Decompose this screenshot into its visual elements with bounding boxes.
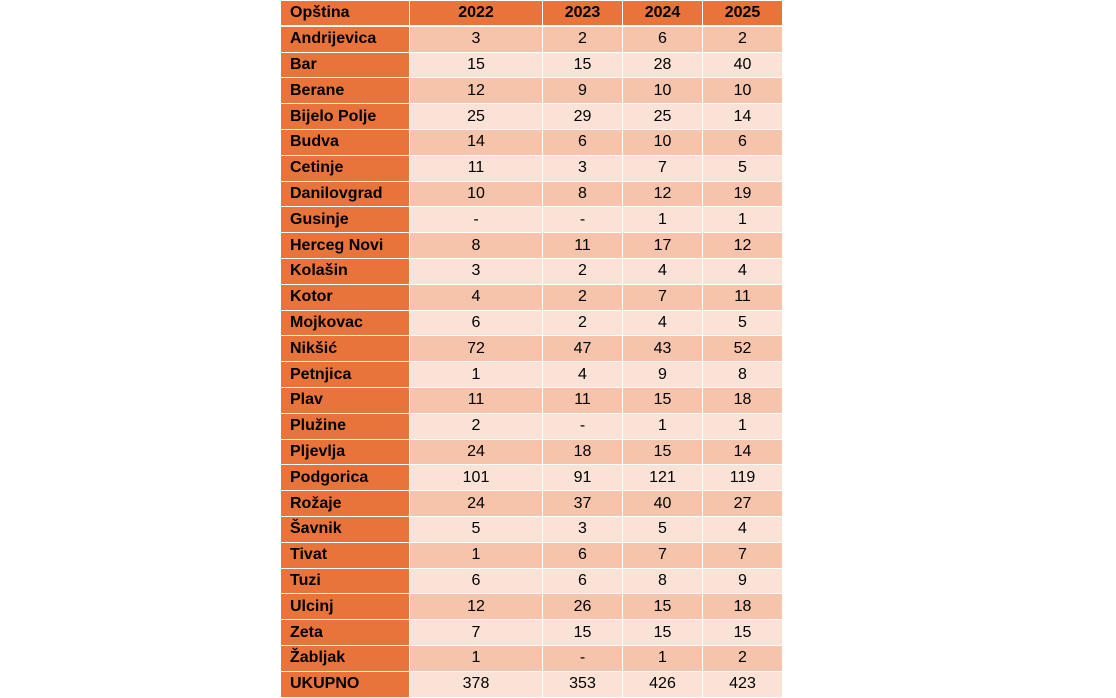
table-row (281, 387, 783, 413)
row-municipality-name: Tuzi (281, 568, 410, 594)
row-value-2023: 47 (543, 336, 623, 362)
row-value-2025: 2 (703, 26, 783, 52)
row-value-2022: 15 (410, 52, 543, 78)
row-value-2023: 11 (543, 387, 623, 413)
row-value-2023: 2 (543, 310, 623, 336)
row-value-2024: 9 (623, 362, 703, 388)
row-value-2025: 4 (703, 258, 783, 284)
row-municipality-name: Nikšić (281, 336, 410, 362)
row-value-2022: 101 (410, 465, 543, 491)
header-row (281, 1, 783, 27)
row-value-2025: 7 (703, 542, 783, 568)
row-value-2024: 7 (623, 542, 703, 568)
row-value-2022: 10 (410, 181, 543, 207)
row-value-2022: 2 (410, 413, 543, 439)
table-row (281, 645, 783, 671)
row-value-2024: 15 (623, 439, 703, 465)
row-municipality-name: Gusinje (281, 207, 410, 233)
row-value-2023: 4 (543, 362, 623, 388)
table-row (281, 465, 783, 491)
row-municipality-name: Podgorica (281, 465, 410, 491)
row-value-2025: 5 (703, 155, 783, 181)
row-value-2024: 40 (623, 491, 703, 517)
row-value-2022: 12 (410, 594, 543, 620)
row-municipality-name: Danilovgrad (281, 181, 410, 207)
row-value-2025: 18 (703, 387, 783, 413)
table-row (281, 104, 783, 130)
row-municipality-name: Rožaje (281, 491, 410, 517)
row-value-2025: 19 (703, 181, 783, 207)
row-value-2024: 1 (623, 413, 703, 439)
row-value-2023: 29 (543, 104, 623, 130)
row-municipality-name: Plužine (281, 413, 410, 439)
row-value-2024: 17 (623, 233, 703, 259)
row-value-2025: 5 (703, 310, 783, 336)
row-value-2024: 6 (623, 26, 703, 52)
table-row (281, 52, 783, 78)
row-value-2025: 9 (703, 568, 783, 594)
row-municipality-name: Berane (281, 78, 410, 104)
table-row (281, 336, 783, 362)
row-value-2025: 40 (703, 52, 783, 78)
row-municipality-name: Herceg Novi (281, 233, 410, 259)
row-municipality-name: Tivat (281, 542, 410, 568)
row-value-2022: 14 (410, 129, 543, 155)
row-value-2022: 5 (410, 516, 543, 542)
row-value-2025: 423 (703, 671, 783, 697)
row-municipality-name: Bar (281, 52, 410, 78)
row-value-2024: 1 (623, 207, 703, 233)
row-value-2022: 3 (410, 26, 543, 52)
row-municipality-name: Plav (281, 387, 410, 413)
row-value-2025: 6 (703, 129, 783, 155)
row-value-2022: 6 (410, 568, 543, 594)
row-value-2023: 6 (543, 568, 623, 594)
row-value-2022: 7 (410, 620, 543, 646)
row-value-2022: 12 (410, 78, 543, 104)
row-value-2023: 3 (543, 516, 623, 542)
row-value-2022: 378 (410, 671, 543, 697)
row-municipality-name: Pljevlja (281, 439, 410, 465)
table-row (281, 620, 783, 646)
table-row (281, 542, 783, 568)
row-value-2022: 25 (410, 104, 543, 130)
row-value-2023: 2 (543, 26, 623, 52)
row-value-2024: 12 (623, 181, 703, 207)
row-value-2024: 426 (623, 671, 703, 697)
row-value-2022: 1 (410, 645, 543, 671)
row-municipality-name: Cetinje (281, 155, 410, 181)
row-value-2023: 2 (543, 258, 623, 284)
table-row (281, 207, 783, 233)
row-value-2024: 43 (623, 336, 703, 362)
row-municipality-name: Zeta (281, 620, 410, 646)
row-value-2023: 8 (543, 181, 623, 207)
table-row (281, 310, 783, 336)
row-value-2024: 10 (623, 78, 703, 104)
row-value-2023: 6 (543, 542, 623, 568)
row-value-2022: 11 (410, 155, 543, 181)
row-value-2025: 15 (703, 620, 783, 646)
table-row (281, 362, 783, 388)
row-value-2023: - (543, 207, 623, 233)
row-value-2024: 1 (623, 645, 703, 671)
table-row (281, 594, 783, 620)
row-value-2022: 1 (410, 542, 543, 568)
header-year-2022: 2022 (410, 1, 543, 27)
row-value-2024: 121 (623, 465, 703, 491)
header-year-2023: 2023 (543, 1, 623, 27)
row-value-2024: 7 (623, 284, 703, 310)
row-value-2024: 28 (623, 52, 703, 78)
row-value-2022: 24 (410, 491, 543, 517)
table-row (281, 78, 783, 104)
row-municipality-name: Kotor (281, 284, 410, 310)
row-value-2025: 27 (703, 491, 783, 517)
table-row (281, 516, 783, 542)
row-municipality-name: Petnjica (281, 362, 410, 388)
row-value-2022: 8 (410, 233, 543, 259)
row-value-2023: 353 (543, 671, 623, 697)
row-value-2022: 24 (410, 439, 543, 465)
row-value-2025: 1 (703, 207, 783, 233)
row-value-2025: 10 (703, 78, 783, 104)
table-row (281, 568, 783, 594)
row-value-2025: 1 (703, 413, 783, 439)
row-value-2023: 15 (543, 52, 623, 78)
row-municipality-name: Žabljak (281, 645, 410, 671)
table-row (281, 181, 783, 207)
row-municipality-name: Andrijevica (281, 26, 410, 52)
row-value-2023: 9 (543, 78, 623, 104)
table-row (281, 671, 783, 697)
row-value-2023: - (543, 645, 623, 671)
row-value-2025: 4 (703, 516, 783, 542)
row-value-2023: 91 (543, 465, 623, 491)
row-value-2022: 1 (410, 362, 543, 388)
table-row (281, 26, 783, 52)
row-municipality-name: Bijelo Polje (281, 104, 410, 130)
row-value-2025: 52 (703, 336, 783, 362)
row-value-2024: 4 (623, 258, 703, 284)
row-value-2022: 11 (410, 387, 543, 413)
row-value-2024: 25 (623, 104, 703, 130)
row-municipality-name: Mojkovac (281, 310, 410, 336)
row-value-2024: 5 (623, 516, 703, 542)
row-value-2022: 6 (410, 310, 543, 336)
row-value-2022: 4 (410, 284, 543, 310)
row-value-2022: 72 (410, 336, 543, 362)
row-value-2024: 8 (623, 568, 703, 594)
table-row (281, 258, 783, 284)
row-value-2023: 15 (543, 620, 623, 646)
row-value-2023: 3 (543, 155, 623, 181)
row-municipality-name: Šavnik (281, 516, 410, 542)
row-value-2023: 6 (543, 129, 623, 155)
row-value-2023: - (543, 413, 623, 439)
row-value-2025: 14 (703, 104, 783, 130)
row-value-2025: 14 (703, 439, 783, 465)
row-value-2024: 15 (623, 594, 703, 620)
table-header (281, 1, 783, 27)
row-value-2022: - (410, 207, 543, 233)
row-value-2023: 37 (543, 491, 623, 517)
row-value-2025: 11 (703, 284, 783, 310)
table-row (281, 439, 783, 465)
row-value-2023: 11 (543, 233, 623, 259)
header-year-2025: 2025 (703, 1, 783, 27)
row-municipality-name: Budva (281, 129, 410, 155)
row-value-2024: 15 (623, 620, 703, 646)
table-row (281, 413, 783, 439)
row-value-2022: 3 (410, 258, 543, 284)
row-value-2025: 8 (703, 362, 783, 388)
row-value-2025: 2 (703, 645, 783, 671)
row-value-2023: 26 (543, 594, 623, 620)
municipality-table (280, 0, 783, 698)
row-value-2025: 119 (703, 465, 783, 491)
header-municipality: Opština (281, 1, 410, 27)
header-year-2024: 2024 (623, 1, 703, 27)
row-value-2024: 10 (623, 129, 703, 155)
table-row (281, 129, 783, 155)
row-municipality-name: Ulcinj (281, 594, 410, 620)
row-value-2023: 18 (543, 439, 623, 465)
row-value-2024: 4 (623, 310, 703, 336)
row-municipality-name: UKUPNO (281, 671, 410, 697)
table-row (281, 155, 783, 181)
row-value-2024: 7 (623, 155, 703, 181)
row-value-2023: 2 (543, 284, 623, 310)
row-value-2025: 18 (703, 594, 783, 620)
row-value-2025: 12 (703, 233, 783, 259)
table-row (281, 491, 783, 517)
row-municipality-name: Kolašin (281, 258, 410, 284)
table-body (281, 26, 783, 697)
row-value-2024: 15 (623, 387, 703, 413)
table-row (281, 284, 783, 310)
table-row (281, 233, 783, 259)
